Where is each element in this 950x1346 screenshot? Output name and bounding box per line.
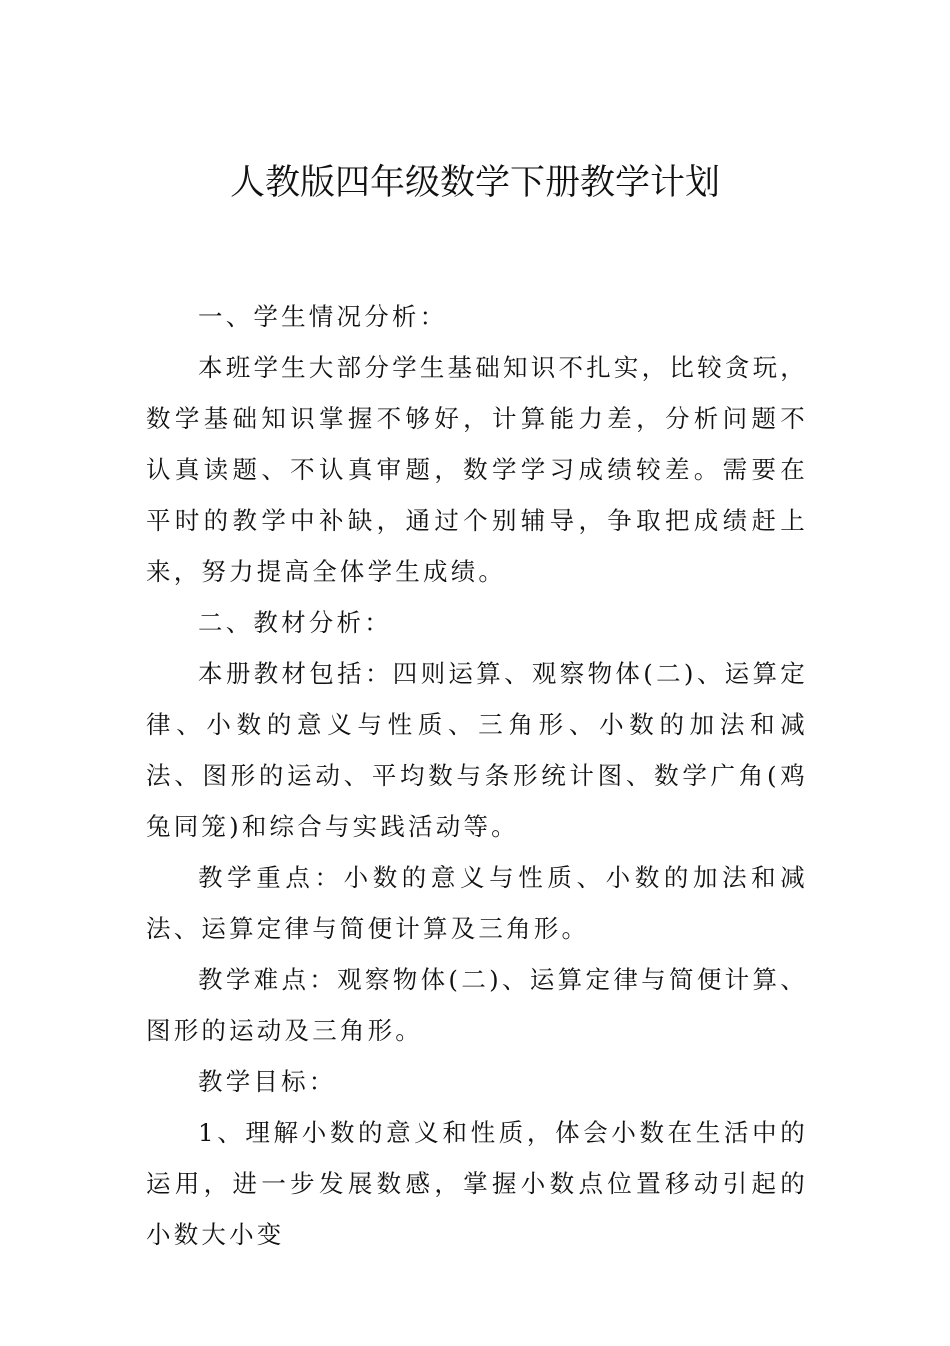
section-heading-textbook-analysis: 二、教材分析： bbox=[198, 608, 392, 637]
document-title: 人教版四年级数学下册教学计划 bbox=[229, 163, 720, 203]
document-body bbox=[146, 291, 808, 1260]
section-heading-student-analysis: 一、学生情况分析： bbox=[198, 302, 448, 331]
paragraph-teaching-difficulties: 教学难点：观察物体(二)、运算定律与简便计算、图形的运动及三角形。 bbox=[146, 965, 808, 1045]
section-heading-teaching-goals: 教学目标： bbox=[198, 1067, 337, 1096]
paragraph-teaching-focus: 教学重点：小数的意义与性质、小数的加法和减法、运算定律与简便计算及三角形。 bbox=[146, 863, 808, 943]
paragraph-student-analysis: 本班学生大部分学生基础知识不扎实，比较贪玩，数学基础知识掌握不够好，计算能力差，分析问题不认真读题、不认真审题，数学学习成绩较差。需要在平时的教学中补缺，通过个别辅导，争取把成绩赶上来，努力提高全体学生成绩。 bbox=[146, 353, 808, 586]
paragraph-textbook-contents: 本册教材包括：四则运算、观察物体(二)、运算定律、小数的意义与性质、三角形、小数的加法和减法、图形的运动、平均数与条形统计图、数学广角(鸡兔同笼)和综合与实践活动等。 bbox=[146, 659, 808, 841]
paragraph-goal-1: 1、理解小数的意义和性质，体会小数在生活中的运用，进一步发展数感，掌握小数点位置移动引起的小数大小变 bbox=[146, 1118, 808, 1249]
